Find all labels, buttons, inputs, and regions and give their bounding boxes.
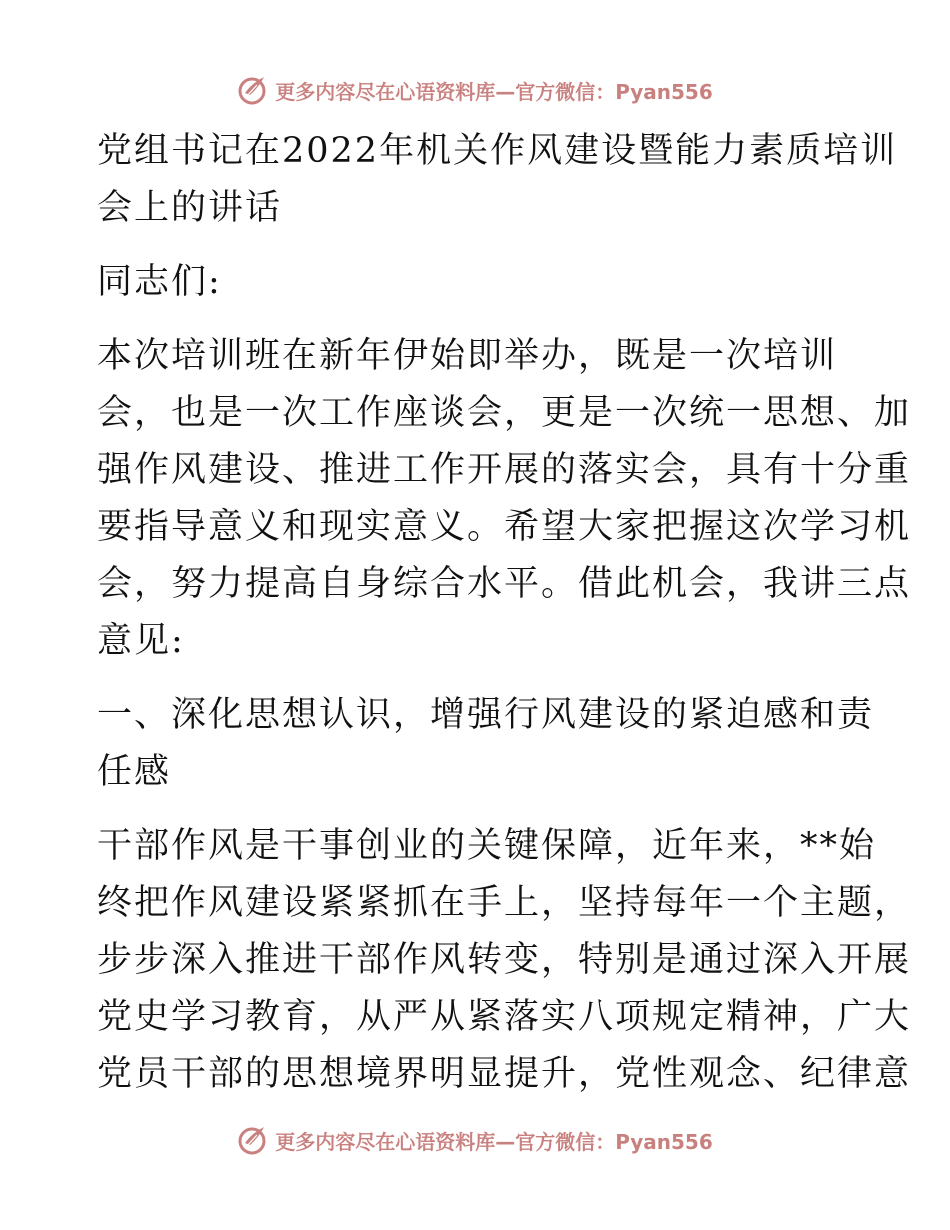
intro-line-2: 会，也是一次工作座谈会，更是一次统一思想、加 [97, 393, 912, 433]
section1-body-line-3: 步步深入推进干部作风转变，特别是通过深入开展 [97, 940, 912, 980]
document-body [97, 123, 912, 1103]
quill-pen-logo-icon [237, 73, 271, 107]
intro-line-3: 强作风建设、推进工作开展的落实会，具有十分重 [97, 450, 912, 490]
section1-body-line-5: 党员干部的思想境界明显提升，党性观念、纪律意 [97, 1054, 912, 1094]
section1-body-line-2: 终把作风建设紧紧抓在手上，坚持每年一个主题， [97, 883, 912, 923]
footer-banner-text: 更多内容尽在心语资料库—官方微信：Pyan556 [275, 1129, 713, 1154]
section1-heading-line-1: 一、深化思想认识，增强行风建设的紧迫感和责 [97, 695, 875, 735]
section1-heading-line-2: 任感 [97, 752, 172, 792]
header-banner-text: 更多内容尽在心语资料库—官方微信：Pyan556 [275, 79, 713, 104]
title-line-1: 党组书记在2022年机关作风建设暨能力素质培训 [97, 131, 898, 171]
intro-line-4: 要指导意义和现实意义。希望大家把握这次学习机 [97, 507, 912, 547]
intro-line-5: 会，努力提高自身综合水平。借此机会，我讲三点 [97, 564, 912, 604]
salutation: 同志们: [97, 262, 222, 302]
header-watermark-banner [0, 70, 950, 110]
title-line-2: 会上的讲话 [97, 188, 283, 228]
section1-body-line-4: 党史学习教育，从严从紧落实八项规定精神，广大 [97, 997, 912, 1037]
intro-line-6: 意见: [97, 621, 185, 661]
intro-line-1: 本次培训班在新年伊始即举办，既是一次培训 [97, 336, 838, 376]
footer-watermark-banner [0, 1120, 950, 1160]
section1-body-line-1: 干部作风是干事创业的关键保障，近年来，**始 [97, 826, 877, 866]
quill-pen-logo-icon [237, 1123, 271, 1157]
